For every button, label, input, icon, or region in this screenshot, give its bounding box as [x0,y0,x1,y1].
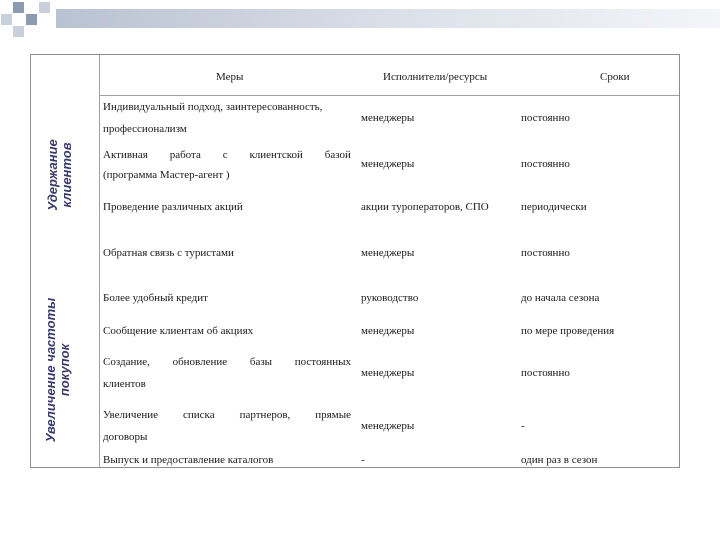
executor-text: менеджеры [361,367,415,379]
header-measures: Меры [216,71,244,83]
measure-word: базы [249,356,273,368]
term-text: постоянно [521,158,570,170]
term-text: постоянно [521,112,570,124]
measure-word: с [222,149,228,161]
measure-text [103,409,351,422]
group-label-line: покупок [57,343,72,397]
executor-text: - [361,454,365,466]
measure-text: клиентов [103,378,146,390]
measure-word: обновление [172,356,228,368]
measure-text: Более удобный кредит [103,292,208,304]
header-terms: Сроки [600,71,630,83]
measure-word: партнеров, [239,409,291,421]
header-executors: Исполнители/ресурсы [383,71,488,83]
term-text: по мере проведения [521,325,615,337]
group-label-line: Удержание [45,139,60,211]
term-text: периодически [521,201,587,213]
measure-word: Создание, [103,356,150,368]
group-label-line: Увеличение частоты [43,297,58,443]
measure-text: Выпуск и предоставление каталогов [103,454,274,466]
decor-square [39,2,50,13]
measure-word: базой [324,149,351,161]
decor-square [13,2,24,13]
executor-text: руководство [361,292,419,304]
column-divider [99,55,100,467]
measure-text: (программа Мастер-агент ) [103,169,230,181]
measures-table [30,54,680,468]
slide-decoration-squares [0,0,60,40]
measure-word: прямые [315,409,351,421]
group-label-line: клиентов [59,142,74,208]
executor-text: менеджеры [361,420,415,432]
measure-word: постоянных [294,356,351,368]
term-text: до начала сезона [521,292,600,304]
measure-text: Сообщение клиентам об акциях [103,325,254,337]
measure-word: Увеличение [103,409,159,421]
term-text: постоянно [521,367,570,379]
slide-header-bar [56,9,720,28]
term-text: один раз в сезон [521,454,598,466]
measure-text: профессионализм [103,123,187,135]
measure-text [103,356,351,369]
group-label-purchase-frequency [44,270,74,470]
executor-text: менеджеры [361,112,415,124]
measure-text: Индивидуальный подход, заинтересованность, [103,101,323,113]
measure-word: работа [169,149,201,161]
group-label-retention [46,105,76,245]
executor-text: акции туроператоров, СПО [361,201,489,213]
executor-text: менеджеры [361,247,415,259]
term-text: постоянно [521,247,570,259]
decor-square [26,14,37,25]
measure-text [103,149,351,162]
measure-text: Проведение различных акций [103,201,243,213]
measure-word: списка [183,409,215,421]
measure-word: клиентской [249,149,303,161]
decor-square [13,26,24,37]
decor-square [1,14,12,25]
executor-text: менеджеры [361,158,415,170]
executor-text: менеджеры [361,325,415,337]
measure-word: Активная [103,149,148,161]
term-text: - [521,420,525,432]
measure-text: Обратная связь с туристами [103,247,234,259]
measure-text: договоры [103,431,148,443]
header-divider [99,95,679,96]
